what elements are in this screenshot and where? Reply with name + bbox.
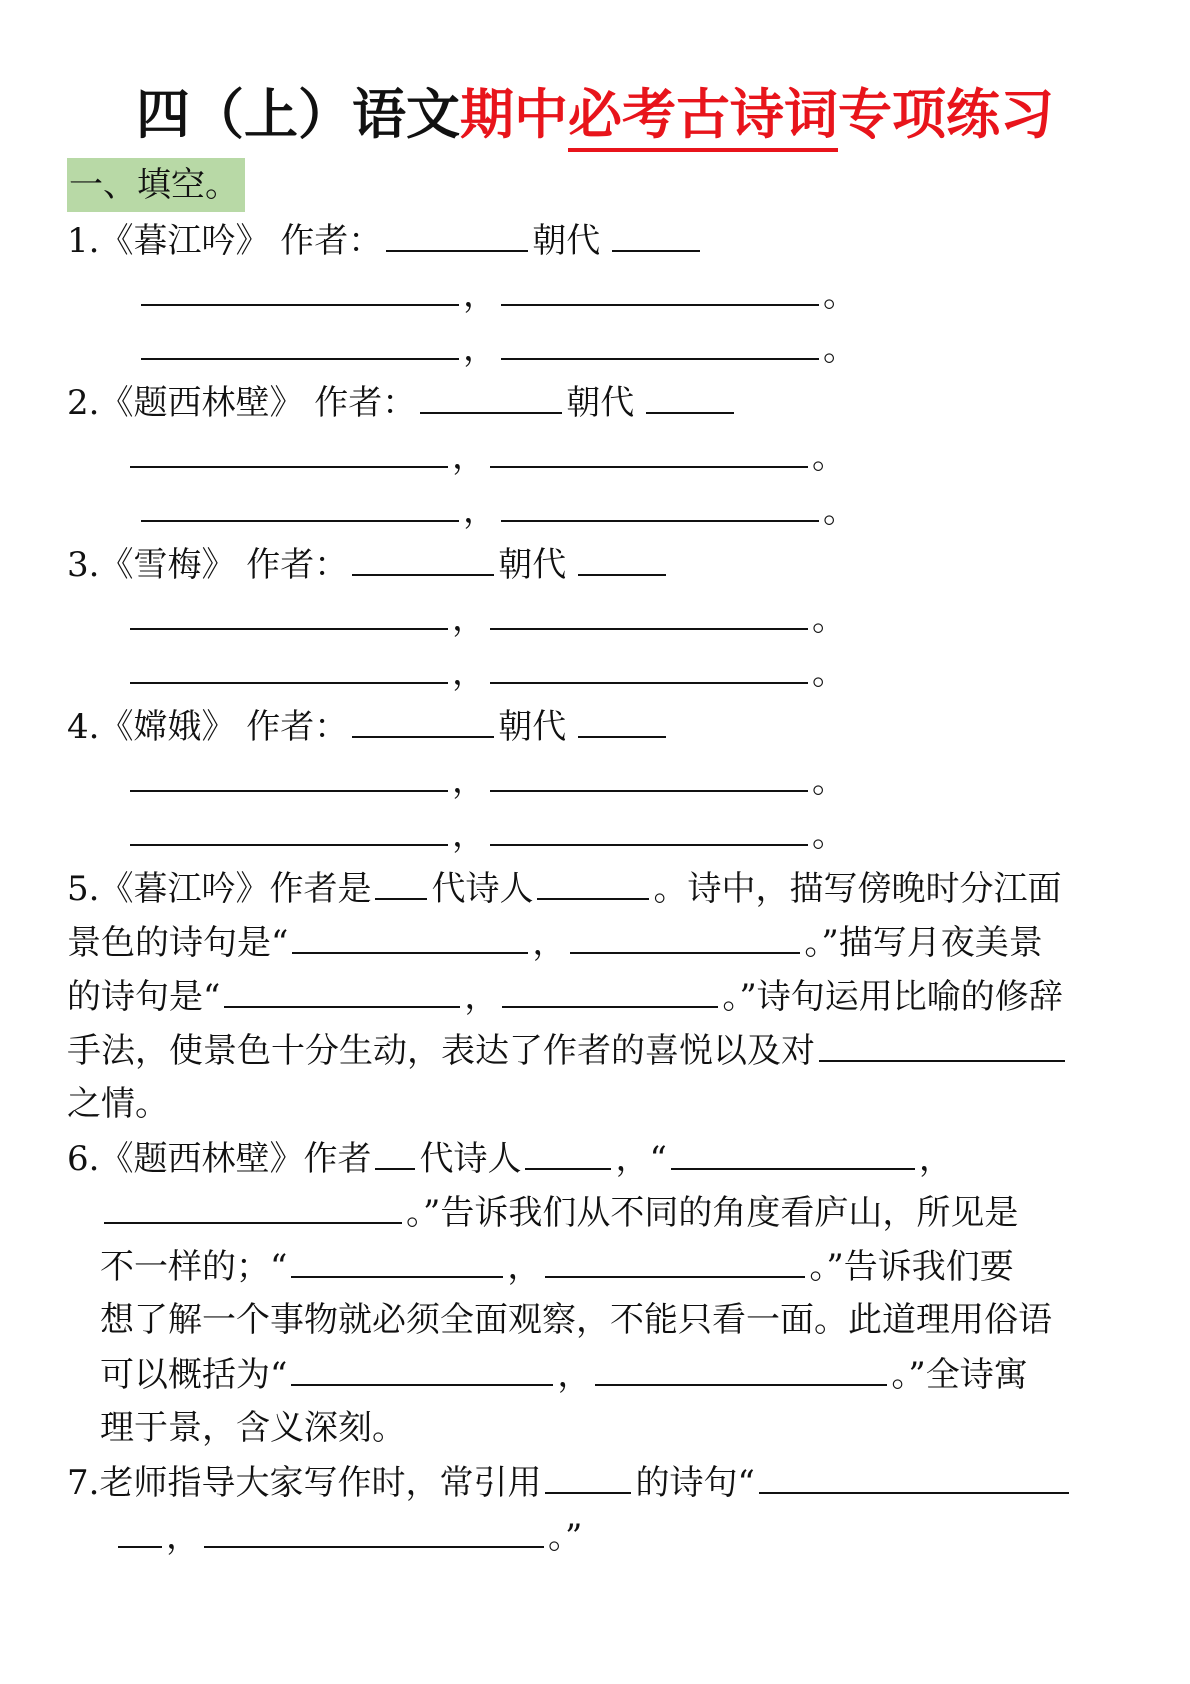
q6-line-1 [67,1134,953,1183]
period: 。 [823,329,857,369]
q5-line-4 [67,1026,1069,1075]
q3-verse-line-2 [126,648,846,697]
q7-line-2 [114,1512,582,1561]
q3-dynasty-label: 朝代 [498,545,567,585]
q6-text: 。”告诉我们从不同的角度看庐山，所见是 [406,1193,1019,1233]
comma: ， [464,977,499,1017]
q5-text: 的诗句是“ [67,977,221,1017]
answer-blank[interactable] [130,648,448,684]
q4-dynasty-label: 朝代 [498,707,567,747]
answer-blank[interactable] [141,270,459,306]
answer-blank[interactable] [759,1458,1069,1494]
answer-blank[interactable] [595,1350,887,1386]
period: 。 [823,491,857,531]
answer-blank[interactable] [490,648,808,684]
period: 。 [812,653,846,693]
title-grade-subject: 四（上）语文 [136,82,460,146]
q4-verse-line-2 [126,810,846,859]
q2-author-label: 作者： [314,383,417,423]
q4-number: 4. [67,707,100,747]
comma: ， [452,761,486,801]
period: 。 [812,599,846,639]
q7-text: 的诗句“ [635,1463,755,1503]
q6-line-5 [100,1350,1028,1399]
q4-author-blank[interactable] [352,702,494,738]
q5-text: 。”描写月夜美景 [804,923,1043,963]
comma: ， [463,491,497,531]
answer-blank[interactable] [292,918,528,954]
answer-blank[interactable] [490,810,808,846]
q5-line-2 [67,918,1043,967]
comma: ， [452,437,486,477]
q3-number: 3. [67,545,100,585]
q6-text: 。”全诗寓 [891,1355,1028,1395]
q2-dynasty-label: 朝代 [566,383,635,423]
answer-blank[interactable] [141,486,459,522]
q3-dynasty-blank[interactable] [578,540,666,576]
q3-author-blank[interactable] [352,540,494,576]
q1-verse-line-1 [137,270,857,319]
q2-verse-line-2 [137,486,857,535]
q6-line-4 [100,1296,1052,1344]
q1-dynasty-blank[interactable] [612,216,700,252]
period: 。 [812,437,846,477]
answer-blank[interactable] [130,756,448,792]
section-header-fill-blank: 一、填空。 [67,158,245,212]
q1-number: 1. [67,221,100,261]
q5-line-3 [67,972,1063,1021]
comma: ， [918,1139,953,1179]
q7-line-1 [67,1458,1073,1507]
q5-text: 。”诗句运用比喻的修辞 [722,977,1063,1017]
q6-line-6 [100,1404,406,1452]
comma: ， [532,923,567,963]
answer-blank[interactable] [490,432,808,468]
q6-text: 代诗人 [419,1139,522,1179]
q5-text: 代诗人 [431,869,534,909]
q2-poem-title: 《题西林壁》 [99,383,304,423]
q5-feeling-blank[interactable] [819,1026,1065,1062]
q6-line-3 [100,1242,1014,1291]
q2-header [67,378,738,427]
comma: ， [463,329,497,369]
q7-text: 7.老师指导大家写作时，常引用 [67,1463,542,1503]
q6-text: 不一样的；“ [100,1247,288,1287]
title-key-poems: 必考古诗词 [568,82,838,152]
answer-blank[interactable] [291,1242,503,1278]
answer-blank[interactable] [501,486,819,522]
answer-blank[interactable] [490,756,808,792]
q2-dynasty-blank[interactable] [646,378,734,414]
answer-blank[interactable] [291,1350,553,1386]
period: 。 [823,275,857,315]
q1-poem-title: 《暮江吟》 [99,221,270,261]
q1-header [67,216,704,265]
q5-line-5 [67,1080,169,1128]
q2-author-blank[interactable] [420,378,562,414]
comma: ， [463,275,497,315]
q6-text: 6.《题西林壁》作者 [67,1139,372,1179]
q4-poem-title: 《嫦娥》 [99,707,236,747]
q3-author-label: 作者： [246,545,349,585]
q1-verse-line-2 [137,324,857,373]
q4-author-label: 作者： [246,707,349,747]
comma: ， [452,815,486,855]
q5-dynasty-blank[interactable] [375,864,427,900]
answer-blank[interactable] [224,972,460,1008]
q3-poem-title: 《雪梅》 [99,545,236,585]
answer-blank[interactable] [130,432,448,468]
q2-verse-line-1 [126,432,846,481]
title-midterm: 期中 [460,82,568,146]
comma: ， [557,1355,592,1395]
q5-poet-blank[interactable] [537,864,649,900]
comma: ， [452,599,486,639]
comma: ， [166,1517,200,1557]
answer-blank[interactable] [490,594,808,630]
comma: ， [452,653,486,693]
answer-blank[interactable] [118,1512,162,1548]
q7-poet-blank[interactable] [545,1458,631,1494]
answer-blank[interactable] [104,1188,402,1224]
q5-text: 景色的诗句是“ [67,923,289,963]
comma: ， [507,1247,542,1287]
q6-text: 理于景，含义深刻。 [100,1408,406,1448]
q5-text: 之情。 [67,1084,169,1124]
answer-blank[interactable] [501,270,819,306]
answer-blank[interactable] [671,1134,915,1170]
q3-header [67,540,670,589]
q6-line-2 [100,1188,1018,1237]
answer-blank[interactable] [501,324,819,360]
answer-blank[interactable] [130,810,448,846]
period: 。 [812,815,846,855]
q7-text: 。” [548,1517,583,1557]
q6-poet-blank[interactable] [525,1134,611,1170]
answer-blank[interactable] [141,324,459,360]
page-title [0,78,1190,150]
q1-author-label: 作者： [280,221,383,261]
period: 。 [812,761,846,801]
q1-dynasty-label: 朝代 [532,221,601,261]
q6-dynasty-blank[interactable] [375,1134,415,1170]
answer-blank[interactable] [130,594,448,630]
title-practice: 专项练习 [838,82,1054,146]
q5-line-1 [67,864,1061,913]
q4-verse-line-1 [126,756,846,805]
q6-text: ，“ [615,1139,667,1179]
answer-blank[interactable] [502,972,718,1008]
q5-text: 。诗中，描写傍晚时分江面 [653,869,1062,909]
q6-text: 想了解一个事物就必须全面观察，不能只看一面。此道理用俗语 [100,1300,1052,1340]
q6-text: 可以概括为“ [100,1355,288,1395]
q5-text: 5.《暮江吟》作者是 [67,869,372,909]
answer-blank[interactable] [570,918,800,954]
q4-header [67,702,670,751]
q4-dynasty-blank[interactable] [578,702,666,738]
q1-author-blank[interactable] [386,216,528,252]
answer-blank[interactable] [545,1242,805,1278]
q3-verse-line-1 [126,594,846,643]
q6-text: 。”告诉我们要 [809,1247,1014,1287]
q5-text: 手法，使景色十分生动，表达了作者的喜悦以及对 [67,1031,815,1071]
answer-blank[interactable] [204,1512,544,1548]
q2-number: 2. [67,383,100,423]
